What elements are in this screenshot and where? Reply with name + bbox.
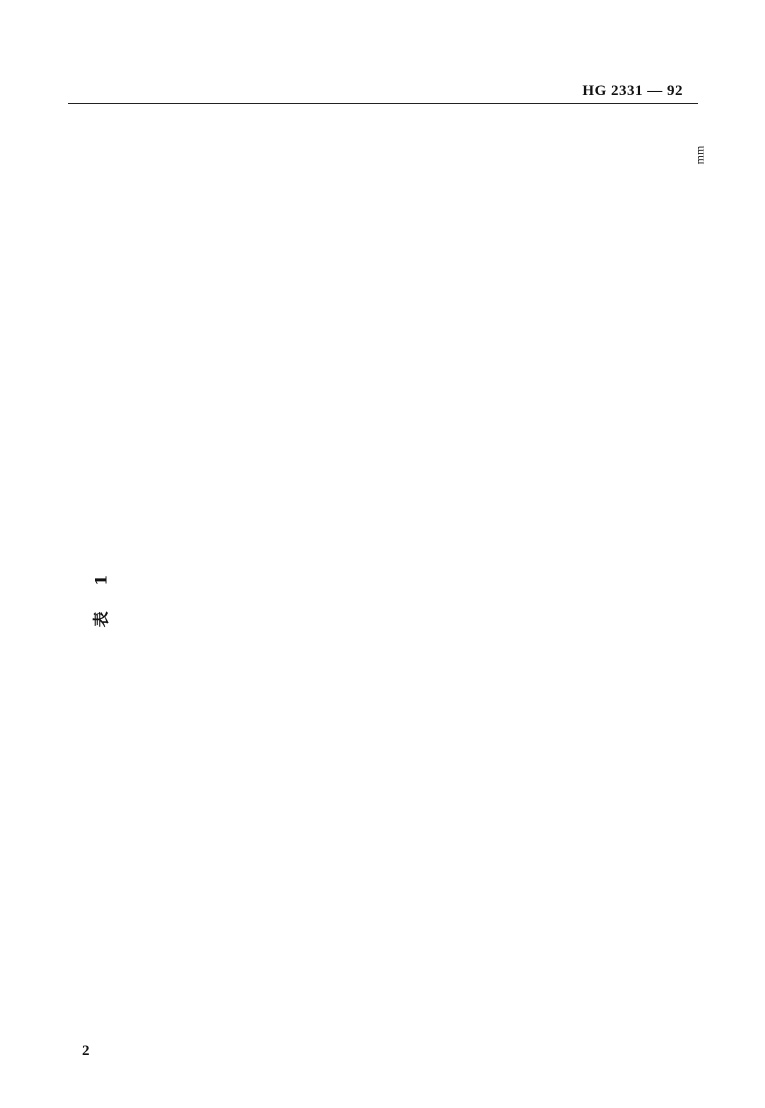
standard-code: HG 2331 — 92 <box>582 83 683 99</box>
table-title: 表 1 <box>91 564 111 628</box>
header-rule <box>68 103 698 104</box>
unit-label: mm <box>692 145 707 165</box>
page-number: 2 <box>82 1043 90 1059</box>
